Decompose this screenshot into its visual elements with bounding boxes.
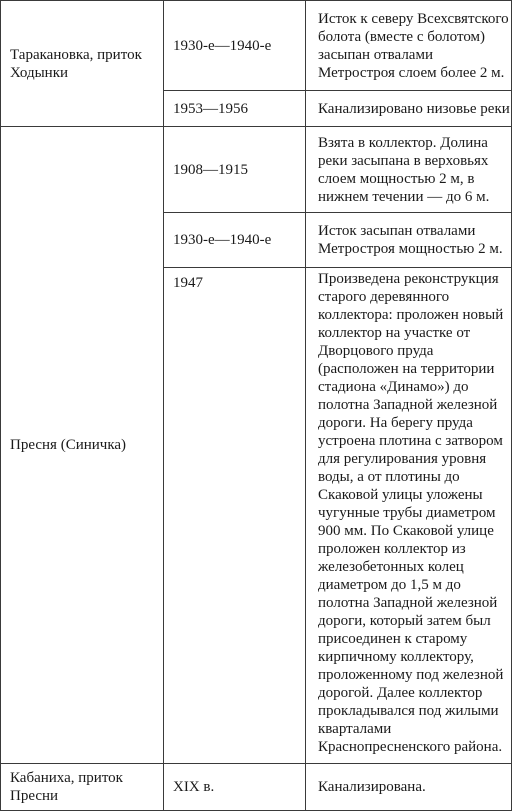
period-cell: 1947 xyxy=(164,268,306,764)
table-row xyxy=(1,764,512,811)
description-cell: Взята в коллектор. Долина реки засыпана в верховьях слоем мощностью 2 м, в нижнем течении — до 6 м. xyxy=(306,127,512,213)
description-cell: Исток засыпан отвалами Метростроя мощностью 2 м. xyxy=(306,213,512,268)
river-name-cell: Пресня (Синичка) xyxy=(1,127,164,764)
table-row xyxy=(1,1,512,91)
period-cell: 1908—1915 xyxy=(164,127,306,213)
description-cell: Канализировано низовье реки xyxy=(306,91,512,127)
table-row xyxy=(1,127,512,213)
period-cell: 1930-е—1940-е xyxy=(164,1,306,91)
description-cell: Исток к северу Всехсвятского болота (вместе с болотом) засыпан отвалами Метростроя слоем более 2 м. xyxy=(306,1,512,91)
period-cell: 1953—1956 xyxy=(164,91,306,127)
period-cell: XIX в. xyxy=(164,764,306,811)
period-cell: 1930-е—1940-е xyxy=(164,213,306,268)
description-cell: Канализирована. xyxy=(306,764,512,811)
description-cell: Произведена реконструкция старого деревянного коллектора: проложен новый коллектор на участке от Дворцового пруда (расположен на территории стадиона «Динамо») до полотна Западной железной дороги. На берегу пруда устроена плотина с затвором для регулирования уровня воды, а от плотины до Скаковой улицы уложены чугунные трубы диаметром 900 мм. По Скаковой улице проложен коллектор из железобетонных колец диаметром до 1,5 м до полотна Западной железной дороги, который затем был присоединен к старому кирпичному коллектору, проложенному под железной дорогой. Далее коллектор прокладывался под жилыми кварталами Краснопресненского района. xyxy=(306,268,512,764)
river-name-cell: Кабаниха, приток Пресни xyxy=(1,764,164,811)
river-name-cell: Таракановка, приток Ходынки xyxy=(1,1,164,127)
